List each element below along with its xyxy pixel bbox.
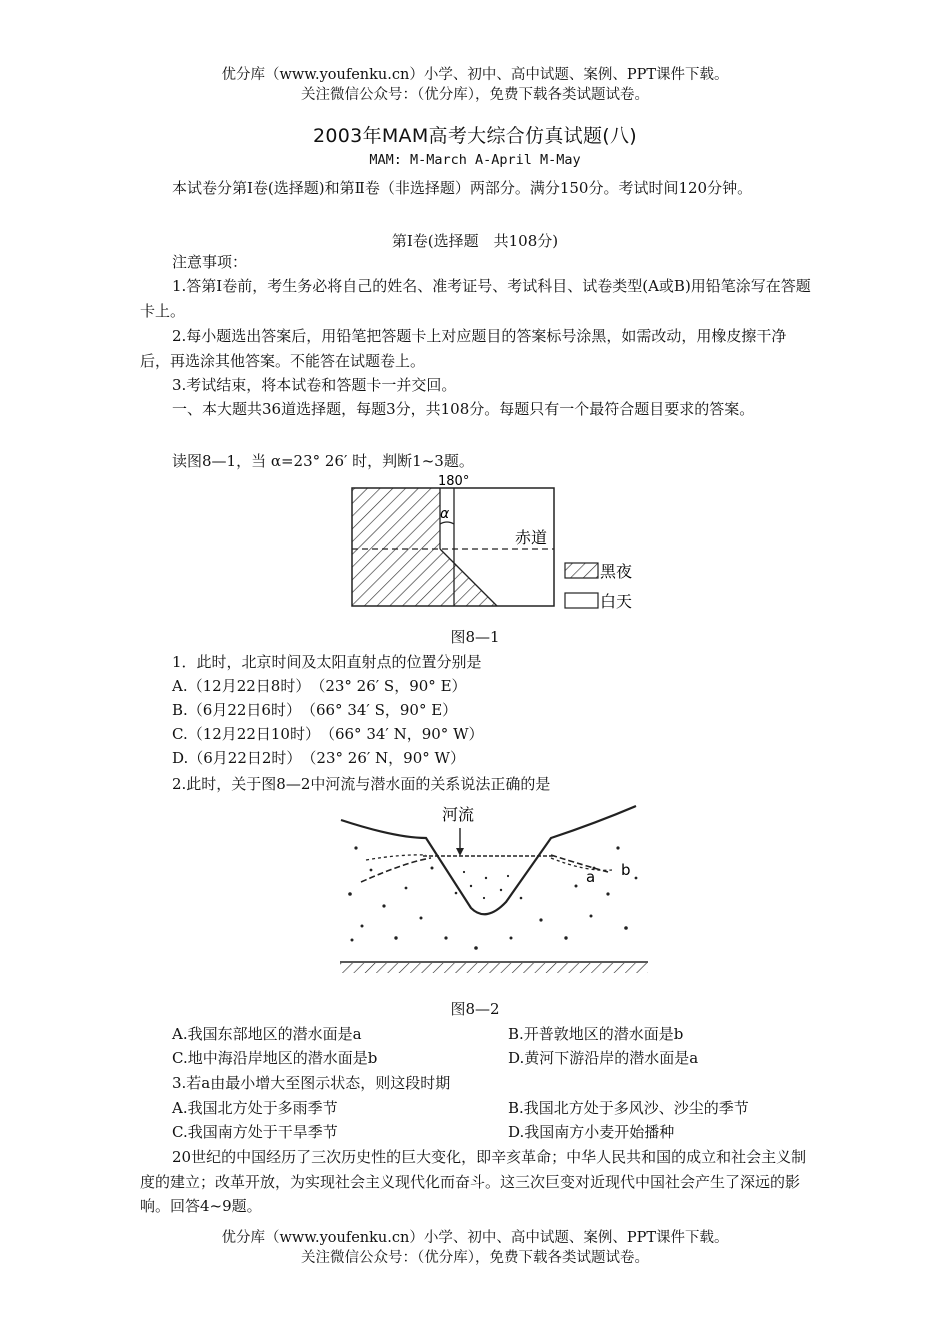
q2-option-d: D.黄河下游沿岸的潜水面是a [508,1049,699,1067]
night-region [352,488,497,606]
label-a: a [586,868,596,886]
notes-heading: 注意事项： [172,253,248,271]
figure-8-1 [345,472,645,622]
q1-option-a: A.（12月22日8时） （23° 26′ S，90° E） [172,677,467,695]
footer-line-1: 优分库（www.youfenku.cn）小学、初中、高中试题、案例、PPT课件下载。 [221,1230,729,1246]
figure-1-prompt: 读图8—1，当 α=23° 26′ 时，判断1~3题。 [172,452,474,470]
q1-option-d: D.（6月22日2时） （23° 26′ N，90° W） [172,749,465,767]
q3-option-b: B.我国北方处于多风沙、沙尘的季节 [508,1099,749,1117]
q2-option-b: B.开普敦地区的潜水面是b [508,1025,684,1043]
q3-stem: 3.若a由最小增大至图示状态，则这段时期 [172,1074,451,1092]
river-arrowhead [456,848,464,856]
q3-option-c: C.我国南方处于干旱季节 [172,1123,338,1141]
label-river: 河流 [442,805,475,824]
label-b: b [621,861,631,879]
q2-stem: 2.此时，关于图8—2中河流与潜水面的关系说法正确的是 [172,775,551,793]
legend-night-swatch [565,563,598,578]
part1-heading: 第Ⅰ卷(选择题 共108分) [391,232,559,250]
water-table-b-left [366,855,426,860]
footer-line-2: 关注微信公众号：（优分库），免费下载各类试题试卷。 [301,1250,649,1266]
alpha-arc [440,522,454,524]
q2-option-a: A.我国东部地区的潜水面是a [172,1025,362,1043]
q3-option-a: A.我国北方处于多雨季节 [172,1099,338,1117]
q3-option-d: D.我国南方小麦开始播种 [508,1123,675,1141]
legend-day: 白天 [600,592,633,611]
q1-option-b: B.（6月22日6时） （66° 34′ S，90° E） [172,701,458,719]
river-valley-profile [341,806,636,914]
q2-option-c: C.地中海沿岸地区的潜水面是b [172,1049,378,1067]
passage-4-9: 20世纪的中国经历了三次历史性的巨大变化，即辛亥革命；中华人民共和国的成立和社会主义制度的建立；改革开放，为实现社会主义现代化而奋斗。这三次巨变对近现代中国社会产生了深远的影响。回答4~9题。 [140,1148,807,1215]
page-subtitle: MAM: M-March A-April M-May [369,152,581,168]
soil-dots [348,846,637,949]
label-180: 180° [438,474,470,489]
figure-1-caption: 图8—1 [450,628,500,646]
q1-stem: 1．此时，北京时间及太阳直射点的位置分别是 [172,653,482,671]
label-equator: 赤道 [515,528,548,547]
page-title: 2003年MAM高考大综合仿真试题(八) [313,125,637,147]
legend-day-swatch [565,593,598,608]
section-1-instructions: 一、本大题共36道选择题，每题3分，共108分。每题只有一个最符合题目要求的答案。 [172,400,755,418]
q1-option-c: C.（12月22日10时） （66° 34′ N，90° W） [172,725,484,743]
note-3: 3.考试结束，将本试卷和答题卡一并交回。 [172,376,457,394]
figure-8-2 [336,798,656,984]
note-1: 1.答第Ⅰ卷前，考生务必将自己的姓名、准考证号、考试科目、试卷类型(A或B)用铅笔涂写在答题卡上。 [140,277,811,320]
legend-night: 黑夜 [600,562,633,581]
note-2: 2.每小题选出答案后，用铅笔把答题卡上对应题目的答案标号涂黑，如需改动，用橡皮擦干净后，再选涂其他答案。不能答在试题卷上。 [140,327,787,370]
intro-paragraph: 本试卷分第Ⅰ卷(选择题)和第Ⅱ卷（非选择题）两部分。满分150分。考试时间120分钟。 [172,179,753,197]
header-line-2: 关注微信公众号：（优分库），免费下载各类试题试卷。 [301,87,649,103]
figure-2-caption: 图8—2 [450,1000,500,1018]
header-line-1: 优分库（www.youfenku.cn）小学、初中、高中试题、案例、PPT课件下载。 [221,67,729,83]
label-alpha: α [440,506,450,522]
bedrock-hatch [340,963,648,973]
